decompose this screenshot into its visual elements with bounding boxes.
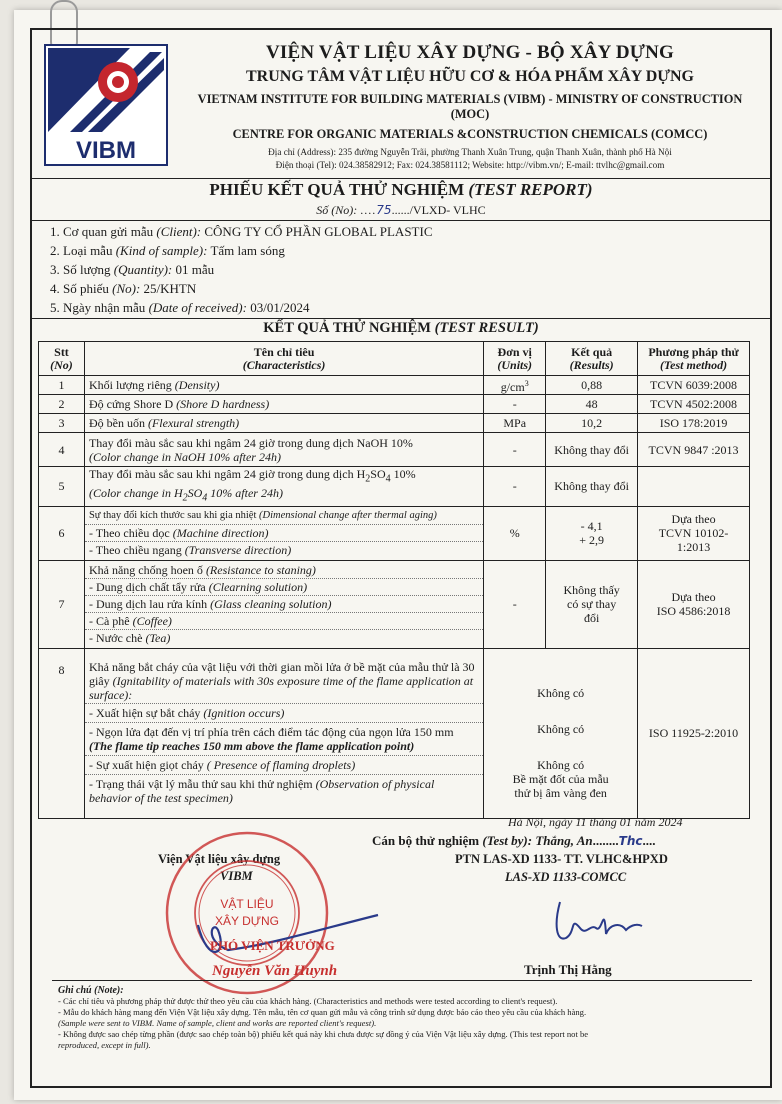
info-client: 1. Cơ quan gửi mẫu (Client): CÔNG TY CỔ PHẦN GLOBAL PLASTIC <box>50 224 433 239</box>
report-number: Số (No): ....75....../VLXD- VLHC <box>316 203 486 217</box>
table-row: 6 Sự thay đổi kích thước sau khi gia nhiệt (Dimensional change after thermal aging) - Theo chiều dọc (Machine direction) - Theo chiều ngang (Transverse direction) % - 4,1 + 2,9 Dựa theo TCVN 10102-1:2013 <box>39 506 750 560</box>
svg-text:XÂY DỰNG: XÂY DỰNG <box>214 914 280 928</box>
table-header-row: Stt (No) Tên chỉ tiêu (Characteristics) Đơn vị (Units) Kết quả (Results) Phương pháp thử (Test method) <box>39 342 750 376</box>
report-date: Hà Nội, ngày 11 tháng 01 năm 2024 <box>508 815 683 829</box>
divider <box>52 980 752 981</box>
info-kind: 2. Loại mẫu (Kind of sample): Tấm lam sóng <box>50 243 285 258</box>
handwritten-number: 75 <box>376 203 392 217</box>
table-row: 5 Thay đổi màu sắc sau khi ngâm 24 giờ trong dung dịch $H_2SO_4$ 10% (Color change in $H_2SO_4$ 10% after 24h) - Không thay đổi <box>39 467 750 507</box>
info-quantity: 3. Số lượng (Quantity): 01 mẫu <box>50 262 215 277</box>
info-date: 5. Ngày nhận mẫu (Date of received): 03/01/2024 <box>50 300 310 315</box>
vice-signature-icon <box>188 905 388 965</box>
table-row: 4 Thay đổi màu sắc sau khi ngâm 24 giờ trong dung dịch NaOH 10% (Color change in NaOH 10% after 24h) - Không thay đổi TCVN 9847 :2013 <box>39 433 750 467</box>
org-name-vi: VIỆN VẬT LIỆU XÂY DỰNG - BỘ XÂY DỰNG <box>266 42 674 63</box>
tester-signature-icon <box>546 894 646 950</box>
table-row: 3 Độ bền uốn (Flexural strength) MPa 10,2 ISO 178:2019 <box>39 414 750 433</box>
vibm-logo-icon <box>44 44 168 166</box>
institute-sign-label: Viện Vật liệu xây dựng <box>158 852 281 866</box>
centre-name-vi: TRUNG TÂM VẬT LIỆU HỮU CƠ & HÓA PHẨM XÂY DỰNG <box>245 68 694 85</box>
table-row: 8 Khả năng bắt cháy của vật liệu với thời gian mồi lửa ở bề mặt của mẫu thử là 30 giây (Ignitability of materials with 30s exposure time of the flame application at surface): - Xuất hiện sự bắt cháy (Ignition occurs) - Ngọn lửa đạt đến vị trí phía trên cách điểm tác động của ngọn lửa 150 mm (The flame tip reaches 150 mm above the flame application point) - Sự xuất hiện giọt cháy ( Presence of flaming droplets) - Trạng thái vật lý mẫu thử sau khi thử nghiệm (Observation of physical behavior of the test specimen) Không có Không có Không có Bề mặt đốt của mẫu thử bị âm vàng đen ISO 11925-2:2010 <box>39 648 750 818</box>
svg-text:VẬT LIỆU: VẬT LIỆU <box>220 897 274 911</box>
centre-name-en: CENTRE FOR ORGANIC MATERIALS &CONSTRUCTION CHEMICALS (COMCC) <box>232 127 708 141</box>
notes: Ghi chú (Note): - Các chỉ tiêu và phương pháp thử được thử theo yêu cầu của khách hàng. (Characteristics and methods were tested according to client's request). - Mẫu do khách hàng mang đến Viện Vật liệu xây dựng. Tên mẫu, tên cơ quan gửi mẫu và công trình sử dụng được báo cáo theo yêu cầu của khách hàng. (Sample were sent to VIBM. Name of sample, client and works are reported client's request). - Không được sao chép từng phần (được sao chép toàn bộ) phiếu kết quả này khi chưa được sự đồng ý của Viện Vật liệu xây dựng. (This test report not be reproduced, except in full). <box>58 985 589 1050</box>
report-title: PHIẾU KẾT QUẢ THỬ NGHIỆM (TEST REPORT) <box>209 180 593 199</box>
table-row: 7 Khả năng chống hoen ố (Resistance to staning) - Dung dịch chất tẩy rửa (Clearning solution) - Dung dịch lau rửa kính (Glass cleaning solution) - Cà phê (Coffee) - Nước chè (Tea) - Không thấy có sự thay đổi Dựa theo ISO 4586:2018 <box>39 560 750 648</box>
letterhead <box>180 40 760 170</box>
tester-person: Trịnh Thị Hằng <box>524 962 612 977</box>
divider <box>30 318 772 319</box>
lab-code-1: PTN LAS-XD 1133- TT. VLHC&HPXD <box>455 852 668 866</box>
results-title: KẾT QUẢ THỬ NGHIỆM (TEST RESULT) <box>263 320 539 336</box>
logo-text: VIBM <box>76 137 136 164</box>
divider <box>30 220 772 221</box>
divider <box>30 178 772 179</box>
institute-sign-abbr: VIBM <box>220 869 253 883</box>
vice-director-name: Nguyễn Văn Huynh <box>212 963 338 979</box>
table-row: 2 Độ cứng Shore D (Shore D hardness) - 48 TCVN 4502:2008 <box>39 395 750 414</box>
contact: Điện thoại (Tel): 024.38582912; Fax: 024.38581112; Website: http://vibm.vn/; E-mail: ttvlhc@gmail.com <box>275 160 665 170</box>
info-number: 4. Số phiếu (No): 25/KHTN <box>50 281 197 296</box>
vice-director-title: PHÓ VIỆN TRƯỞNG <box>210 938 335 953</box>
org-name-en: VIETNAM INSTITUTE FOR BUILDING MATERIALS (VIBM) - MINISTRY OF CONSTRUCTION (MOC) <box>197 92 743 121</box>
address: Địa chỉ (Address): 235 đường Nguyễn Trãi, phường Thanh Xuân Trung, quận Thanh Xuân, thành phố Hà Nội <box>268 147 672 157</box>
table-row: 1 Khối lượng riêng (Density) $g/cm^3$ 0,88 TCVN 6039:2008 <box>39 376 750 395</box>
tester-line: Cán bộ thử nghiệm (Test by): Thắng, An........Thc.... <box>372 833 656 848</box>
lab-code-2: LAS-XD 1133-COMCC <box>505 870 627 884</box>
results-table <box>38 341 750 819</box>
